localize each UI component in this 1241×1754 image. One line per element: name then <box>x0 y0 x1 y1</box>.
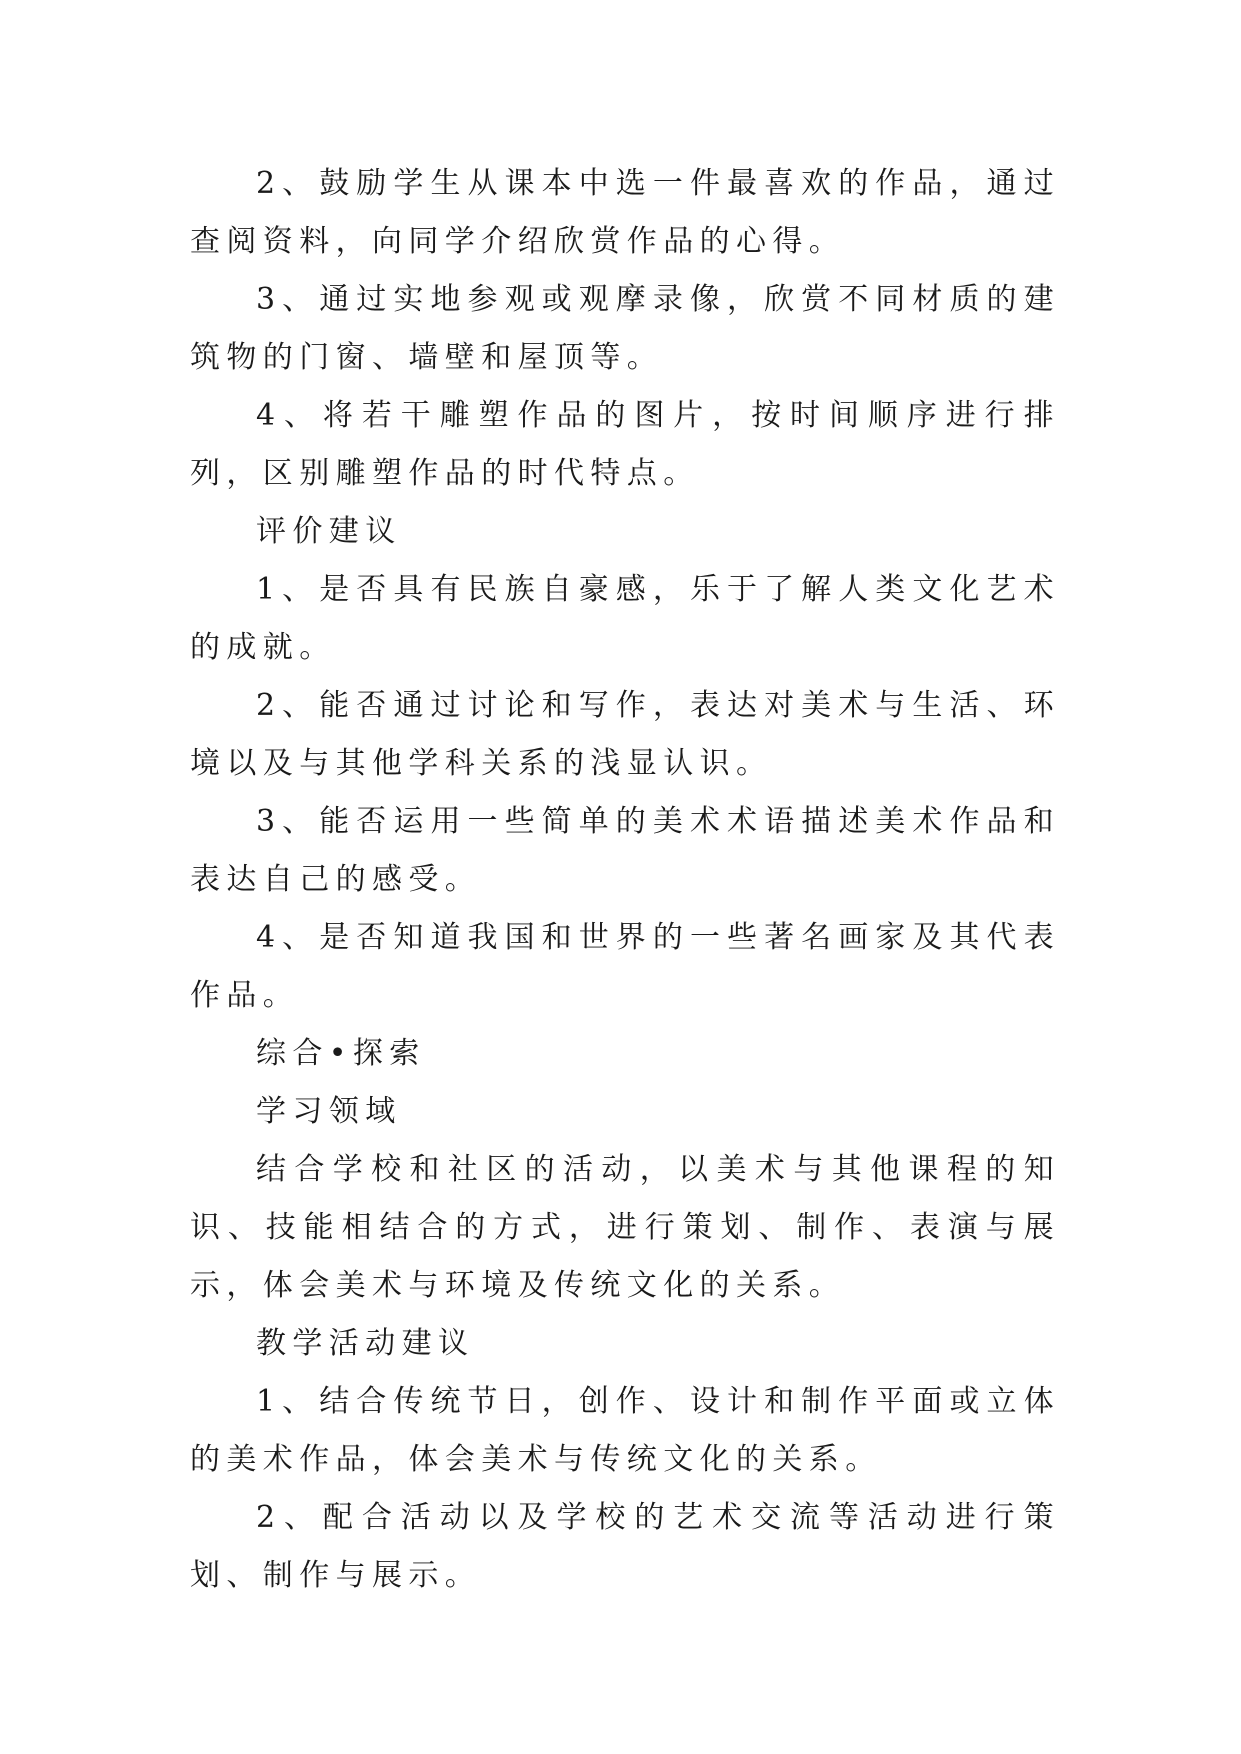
section-heading-synthesis: 综合•探索 <box>256 1036 426 1071</box>
paragraph-3: 4、将若干雕塑作品的图片，按时间顺序进行排列，区别雕塑作品的时代特点。 <box>190 398 1060 491</box>
paragraph-6: 3、能否运用一些简单的美术术语描述美术作品和表达自己的感受。 <box>190 804 1060 897</box>
section-heading-teaching-activities: 教学活动建议 <box>256 1326 475 1361</box>
paragraph-7: 4、是否知道我国和世界的一些著名画家及其代表作品。 <box>190 920 1060 1013</box>
paragraph-8: 结合学校和社区的活动，以美术与其他课程的知识、技能相结合的方式，进行策划、制作、表演与展示，体会美术与环境及传统文化的关系。 <box>190 1152 1060 1303</box>
section-heading-evaluation: 评价建议 <box>256 514 402 549</box>
paragraph-2: 3、通过实地参观或观摩录像，欣赏不同材质的建筑物的门窗、墙壁和屋顶等。 <box>190 282 1060 375</box>
paragraph-9: 1、结合传统节日，创作、设计和制作平面或立体的美术作品，体会美术与传统文化的关系。 <box>190 1384 1060 1477</box>
document-body <box>190 155 1060 1605</box>
paragraph-10: 2、配合活动以及学校的艺术交流等活动进行策划、制作与展示。 <box>190 1500 1060 1593</box>
paragraph-4: 1、是否具有民族自豪感，乐于了解人类文化艺术的成就。 <box>190 572 1060 665</box>
section-heading-learning-domain: 学习领域 <box>256 1094 402 1129</box>
paragraph-5: 2、能否通过讨论和写作，表达对美术与生活、环境以及与其他学科关系的浅显认识。 <box>190 688 1060 781</box>
paragraph-1: 2、鼓励学生从课本中选一件最喜欢的作品，通过查阅资料，向同学介绍欣赏作品的心得。 <box>190 166 1060 259</box>
